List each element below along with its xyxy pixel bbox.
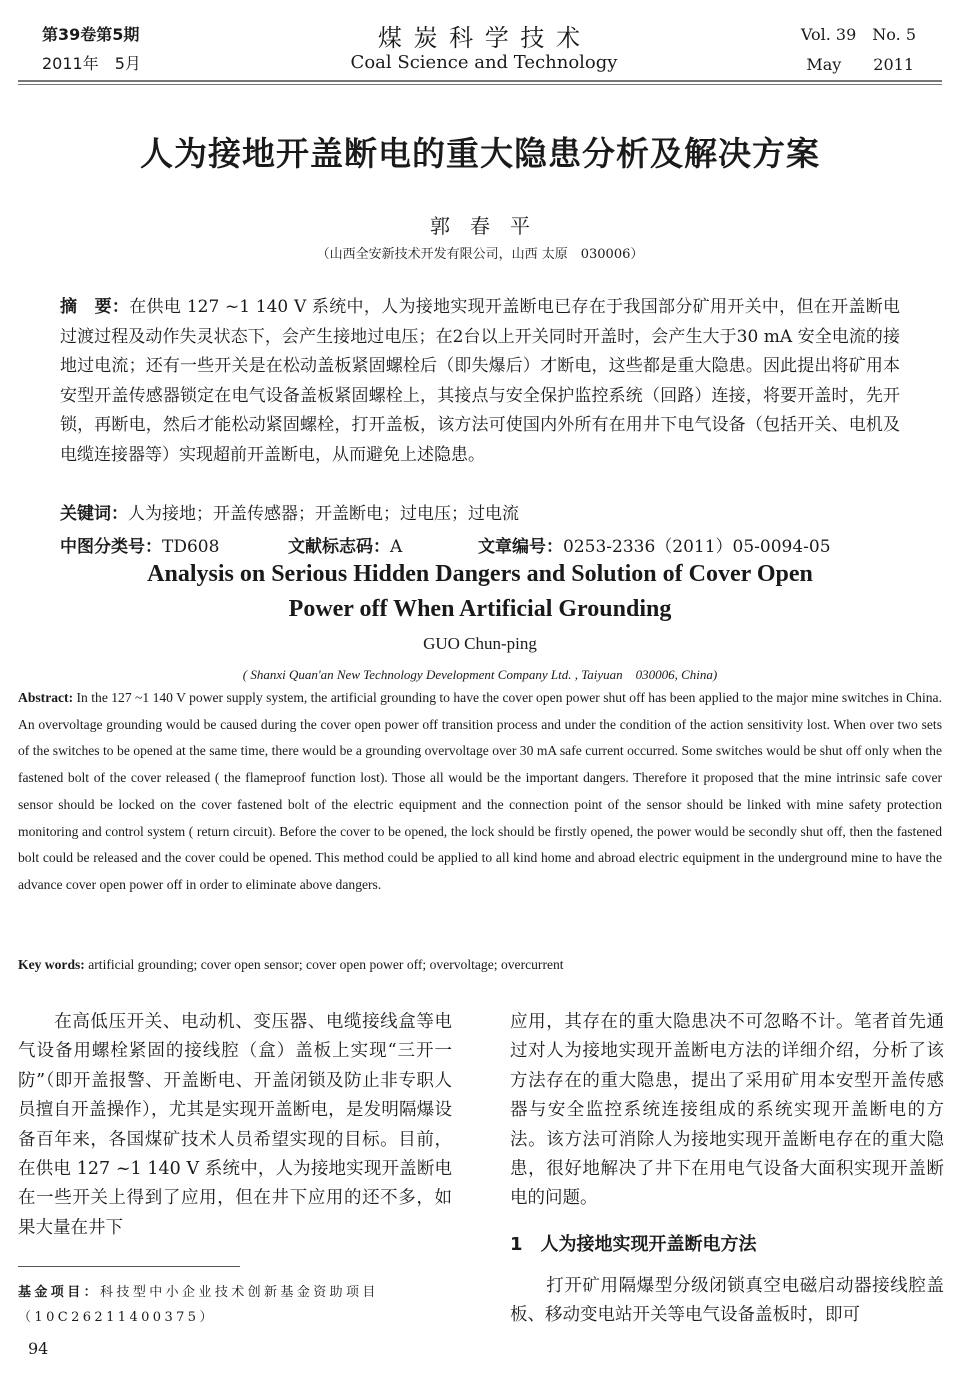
classification-doc — [288, 532, 402, 557]
keywords-cn — [60, 500, 900, 530]
keywords-en-text: artificial grounding; cover open sensor; cover open power off; overvoltage; overcurrent — [84, 957, 564, 972]
header-rule-thin — [18, 84, 942, 85]
affiliation-en: ( Shanxi Quan'an New Technology Development Company Ltd. , Taiyuan 030006, China) — [242, 667, 718, 682]
volume-issue-en: Vol. 39 No. 5 — [800, 25, 916, 44]
footnote-rule — [18, 1266, 240, 1267]
volume-issue-cn: 第39卷第5期 — [42, 25, 140, 44]
title-en-line1: Analysis on Serious Hidden Dangers and Solution of Cover Open — [147, 561, 813, 587]
body-right-continued: 打开矿用隔爆型分级闭锁真空电磁启动器接线腔盖板、移动变电站开关等电气设备盖板时，即可 — [510, 1276, 944, 1326]
doc-value: A — [390, 537, 403, 557]
abstract-en — [18, 685, 942, 899]
date-en: May 2011 — [806, 55, 914, 74]
footnote-label: 基金项目： — [18, 1285, 101, 1300]
abstract-en-text: In the 127 ~1 140 V power supply system, the artificial grounding to have the cover open power shut off has been applied to the major mine switches in China. An overvoltage grounding would be caused during the cover open power off transition process and under the condition of the action sensitivity lost. When over two sets of the switches to be opened at the same time, there would be a grounding overvoltage over 30 mA safe current occurred. Some switches would be shut off only when the fastened bolt of the cover released ( the flameproof function lost). Those all would be the important dangers. Therefore it proposed that the mine intrinsic safe cover sensor should be locked on the cover fastened bolt of the electric equipment and the connection point of the sensor should be linked with mine safety protection monitoring and control system ( return circuit). Before the cover to be opened, the lock should be firstly opened, the power would be secondly shut off, then the fastened bolt could be released and the cover could be opened. This method could be applied to all kind home and abroad electric equipment in the underground mine to have the advance cover open power off in order to eliminate above dangers. — [18, 690, 942, 892]
keywords-cn-text: 人为接地；开盖传感器；开盖断电；过电压；过电流 — [128, 504, 519, 524]
article-value: 0253-2336（2011）05-0094-05 — [563, 537, 831, 557]
footnote-funding — [18, 1280, 452, 1330]
article-label: 文章编号： — [478, 537, 563, 557]
author-en: GUO Chun-ping — [423, 634, 537, 653]
page-number: 94 — [28, 1339, 49, 1358]
author-cn: 郭 春 平 — [430, 214, 530, 238]
abstract-cn-label: 摘 要： — [60, 297, 130, 317]
title-en-line2: Power off When Artificial Grounding — [288, 596, 672, 622]
abstract-cn-text: 在供电 127 ~1 140 V 系统中，人为接地实现开盖断电已存在于我国部分矿用开关中，但在开盖断电过渡过程及动作失灵状态下，会产生接地过电压；在2台以上开关同时开盖时，会产生大于30 mA 安全电流的接地过电流；还有一些开关是在松动盖板紧固螺栓后（即失爆后）才断电，这些都是重大隐患。因此提出将矿用本安型开盖传感器锁定在电气设备盖板紧固螺栓上，其接点与安全保护监控系统（回路）连接，将要开盖时，先开锁，再断电，然后才能松动紧固螺栓，打开盖板，该方法可使国内外所有在用井下电气设备（包括开关、电机及电缆连接器等）实现超前开盖断电，从而避免上述隐患。 — [60, 297, 901, 465]
doc-label: 文献标志码： — [288, 537, 390, 557]
journal-name-en: Coal Science and Technology — [350, 52, 618, 73]
header-rule — [18, 80, 942, 82]
keywords-en-label: Key words: — [18, 957, 85, 972]
section-title: 人为接地实现开盖断电方法 — [540, 1234, 757, 1255]
clc-label: 中图分类号： — [60, 537, 162, 557]
journal-name-cn: 煤 炭 科 学 技 术 — [377, 24, 583, 52]
abstract-en-label: Abstract: — [18, 690, 74, 705]
body-left-column: 在高低压开关、电动机、变压器、电缆接线盒等电气设备用螺栓紧固的接线腔（盒）盖板上实现“三开一防”（即开盖报警、开盖断电、开盖闭锁及防止非专职人员擅自开盖操作），尤其是实现开盖断电，是发明隔爆设备百年来，各国煤矿技术人员希望实现的目标。目前，在供电 127 ~1 140 V 系统中，人为接地实现开盖断电在一些开关上得到了应用，但在井下应用的还不多，如果大量在井下 — [18, 1012, 452, 1238]
section-heading-1 — [510, 1230, 757, 1256]
section-number: 1 — [510, 1234, 523, 1255]
date-cn: 2011年 5月 — [42, 54, 141, 73]
keywords-cn-label: 关键词： — [60, 504, 128, 524]
footnote-text: 科技型中小企业技术创新基金资助项目（10C26211400375） — [18, 1285, 379, 1325]
keywords-en — [18, 952, 942, 979]
classification-clc — [60, 532, 219, 557]
abstract-cn — [60, 293, 900, 470]
title-cn: 人为接地开盖断电的重大隐患分析及解决方案 — [140, 134, 820, 173]
body-right-column: 应用，其存在的重大隐患决不可忽略不计。笔者首先通过对人为接地实现开盖断电方法的详细介绍，分析了该方法存在的重大隐患，提出了采用矿用本安型开盖传感器与安全监控系统连接组成的系统实现开盖断电的方法。该方法可消除人为接地实现开盖断电存在的重大隐患，很好地解决了井下在用电气设备大面积实现开盖断电的问题。 — [510, 1012, 944, 1209]
affiliation-cn: （山西全安新技术开发有限公司，山西 太原 030006） — [316, 247, 644, 262]
clc-value: TD608 — [162, 537, 220, 557]
classification-article — [478, 532, 831, 557]
